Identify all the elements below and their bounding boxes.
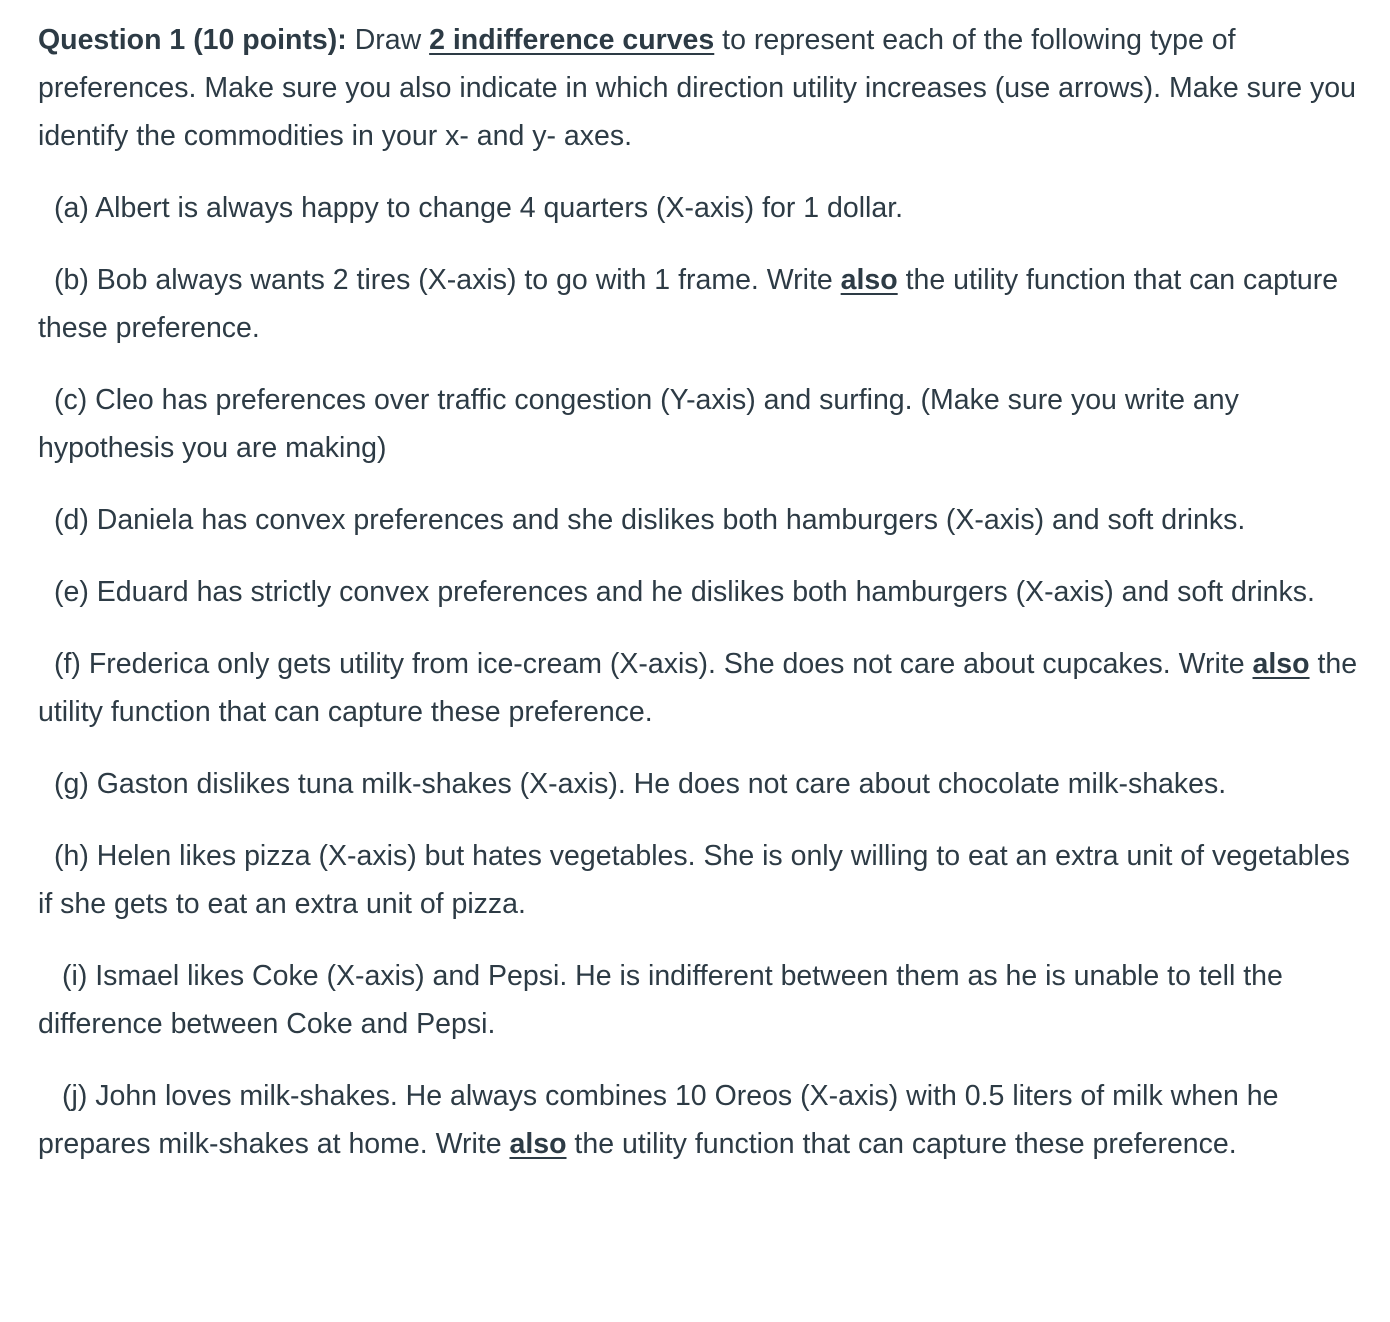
question-intro bbox=[38, 16, 1370, 160]
item-i-text: (i) Ismael likes Coke (X-axis) and Pepsi. He is indifferent between them as he is unable to tell the difference between Coke and Pepsi. bbox=[38, 960, 1283, 1040]
item-c bbox=[38, 376, 1370, 472]
item-j-after: the utility function that can capture these preference. bbox=[566, 1128, 1237, 1160]
item-j-before: (j) John loves milk-shakes. He always combines 10 Oreos (X-axis) with 0.5 liters of milk when he prepares milk-shakes at home. Write bbox=[38, 1080, 1279, 1160]
item-j-emphasis: also bbox=[509, 1128, 567, 1160]
item-g bbox=[38, 760, 1370, 808]
item-i bbox=[38, 952, 1370, 1048]
item-g-text: (g) Gaston dislikes tuna milk-shakes (X-axis). He does not care about chocolate milk-shakes. bbox=[54, 768, 1227, 800]
item-f-after: the utility function that can capture these preference. bbox=[38, 648, 1358, 728]
item-e bbox=[38, 568, 1370, 616]
intro-before: Draw bbox=[346, 24, 430, 56]
item-b-emphasis: also bbox=[840, 264, 898, 296]
item-a bbox=[38, 184, 1370, 232]
intro-after: to represent each of the following type of preferences. Make sure you also indicate in which direction utility increases (use arrows). Make sure you identify the commodities in your x- and y- axes. bbox=[38, 24, 1356, 152]
item-h bbox=[38, 832, 1370, 928]
item-e-text: (e) Eduard has strictly convex preferences and he dislikes both hamburgers (X-axis) and soft drinks. bbox=[54, 576, 1315, 608]
item-d bbox=[38, 496, 1370, 544]
item-a-text: (a) Albert is always happy to change 4 quarters (X-axis) for 1 dollar. bbox=[54, 192, 904, 224]
item-h-text: (h) Helen likes pizza (X-axis) but hates vegetables. She is only willing to eat an extra unit of vegetables if she gets to eat an extra unit of pizza. bbox=[38, 840, 1350, 920]
item-b bbox=[38, 256, 1370, 352]
question-title: Question 1 (10 points): bbox=[38, 24, 347, 56]
item-f-before: (f) Frederica only gets utility from ice-cream (X-axis). She does not care about cupcakes. Write bbox=[54, 648, 1253, 680]
intro-emphasis: 2 indifference curves bbox=[429, 24, 715, 56]
item-c-text: (c) Cleo has preferences over traffic congestion (Y-axis) and surfing. (Make sure you write any hypothesis you are making) bbox=[38, 384, 1239, 464]
item-d-text: (d) Daniela has convex preferences and she dislikes both hamburgers (X-axis) and soft drinks. bbox=[54, 504, 1246, 536]
item-f bbox=[38, 640, 1370, 736]
item-f-emphasis: also bbox=[1252, 648, 1310, 680]
item-b-after: the utility function that can capture these preference. bbox=[38, 264, 1339, 344]
item-j bbox=[38, 1072, 1370, 1168]
item-b-before: (b) Bob always wants 2 tires (X-axis) to go with 1 frame. Write bbox=[54, 264, 841, 296]
